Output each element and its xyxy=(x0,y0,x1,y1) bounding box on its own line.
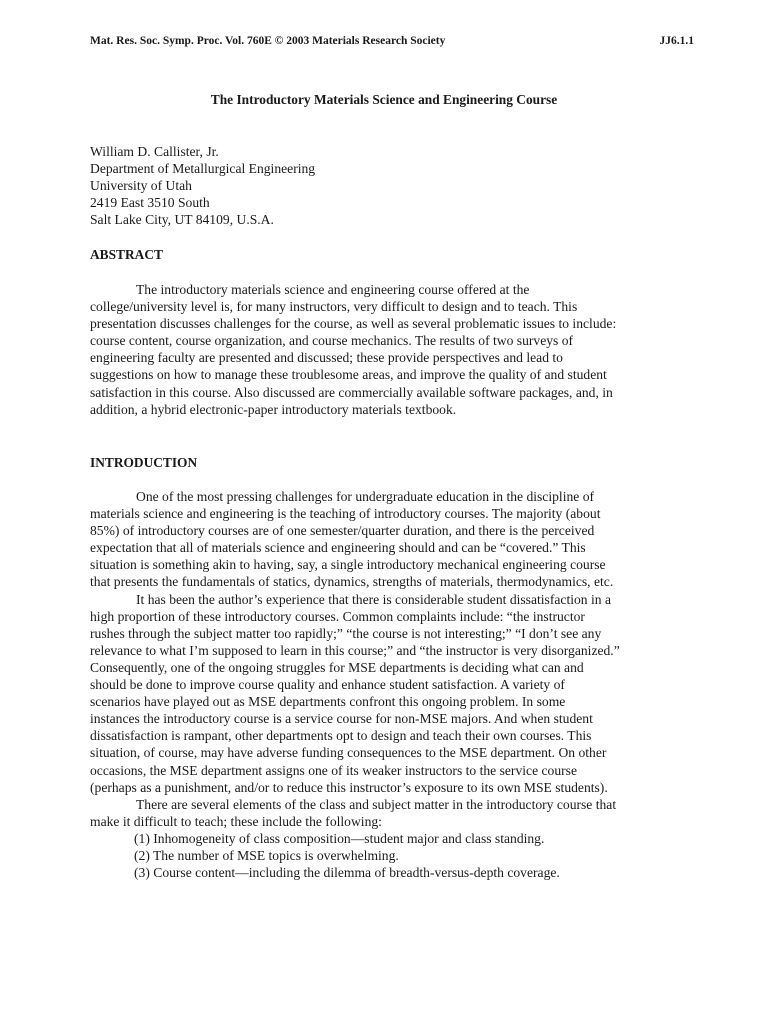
intro-paragraph-line: situation is something akin to having, say, a single introductory mechanical engineering course xyxy=(90,557,606,573)
intro-paragraph-line: scenarios have played out as MSE departments confront this ongoing problem. In some xyxy=(90,694,566,710)
abstract-line: addition, a hybrid electronic-paper introductory materials textbook. xyxy=(90,401,457,417)
abstract-line: satisfaction in this course. Also discussed are commercially available software packages, and, in xyxy=(90,384,613,400)
intro-paragraph-line: One of the most pressing challenges for undergraduate education in the discipline of xyxy=(136,489,595,504)
abstract-line: suggestions on how to manage these troublesome areas, and improve the quality of and student xyxy=(90,367,607,383)
list-item: (3) Course content—including the dilemma of breadth-versus-depth coverage. xyxy=(134,865,560,881)
abstract-line: college/university level is, for many instructors, very difficult to design and to teach. This xyxy=(90,299,578,315)
intro-paragraph-line: should be done to improve course quality and enhance student satisfaction. A variety of xyxy=(90,677,565,693)
abstract-line: course content, course organization, and course mechanics. The results of two surveys of xyxy=(90,333,574,349)
intro-paragraph-line: occasions, the MSE department assigns one of its weaker instructors to the service course xyxy=(90,762,577,778)
intro-paragraph-line: 85%) of introductory courses are of one semester/quarter duration, and there is the perceived xyxy=(90,523,595,539)
intro-paragraph-line: rushes through the subject matter too rapidly;” “the course is not interesting;” “I don’t see any xyxy=(90,625,602,641)
intro-paragraph-line: materials science and engineering is the teaching of introductory courses. The majority (about xyxy=(90,506,601,522)
introduction-body xyxy=(90,488,680,881)
page-identifier: JJ6.1.1 xyxy=(659,35,694,47)
author-university: University of Utah xyxy=(90,178,192,194)
author-block xyxy=(90,143,315,228)
intro-paragraph-line: (perhaps as a punishment, and/or to reduce this instructor’s exposure to its own MSE students). xyxy=(90,779,608,795)
intro-paragraph-line: instances the introductory course is a service course for non-MSE majors. And when student xyxy=(90,711,593,727)
author-name: William D. Callister, Jr. xyxy=(90,144,219,159)
intro-paragraph-line: expectation that all of materials science and engineering should and can be “covered.” This xyxy=(90,540,586,556)
abstract-line: presentation discusses challenges for the course, as well as several problematic issues to include: xyxy=(90,316,617,332)
intro-paragraph-line: make it difficult to teach; these include the following: xyxy=(90,813,382,829)
journal-citation: Mat. Res. Soc. Symp. Proc. Vol. 760E © 2003 Materials Research Society xyxy=(90,35,446,47)
introduction-heading: INTRODUCTION xyxy=(90,455,198,470)
intro-paragraph-line: Consequently, one of the ongoing struggles for MSE departments is deciding what can and xyxy=(90,659,584,675)
author-city: Salt Lake City, UT 84109, U.S.A. xyxy=(90,212,274,228)
paper-title: The Introductory Materials Science and Engineering Course xyxy=(210,92,558,107)
author-street: 2419 East 3510 South xyxy=(90,195,210,211)
list-item: (2) The number of MSE topics is overwhelming. xyxy=(134,847,399,863)
intro-paragraph-line: situation, of course, may have adverse funding consequences to the MSE department. On other xyxy=(90,745,607,761)
intro-paragraph-line: that presents the fundamentals of statics, dynamics, strengths of materials, thermodynamics, etc. xyxy=(90,574,614,590)
abstract-line: The introductory materials science and engineering course offered at the xyxy=(136,282,530,297)
intro-paragraph-line: relevance to what I’m supposed to learn in this course;” and “the instructor is very disorganized.” xyxy=(90,642,620,658)
abstract-line: engineering faculty are presented and discussed; these provide perspectives and lead to xyxy=(90,350,563,366)
abstract-heading: ABSTRACT xyxy=(90,247,163,262)
intro-paragraph-line: It has been the author’s experience that there is considerable student dissatisfaction in a xyxy=(136,591,611,607)
intro-paragraph-line: There are several elements of the class and subject matter in the introductory course that xyxy=(136,796,617,812)
intro-paragraph-line: high proportion of these introductory courses. Common complaints include: “the instructor xyxy=(90,608,585,624)
intro-paragraph-line: dissatisfaction is rampant, other departments opt to design and teach their own courses. This xyxy=(90,728,592,744)
list-item: (1) Inhomogeneity of class composition—student major and class standing. xyxy=(134,830,545,846)
abstract-body xyxy=(90,281,680,418)
author-department: Department of Metallurgical Engineering xyxy=(90,161,316,177)
